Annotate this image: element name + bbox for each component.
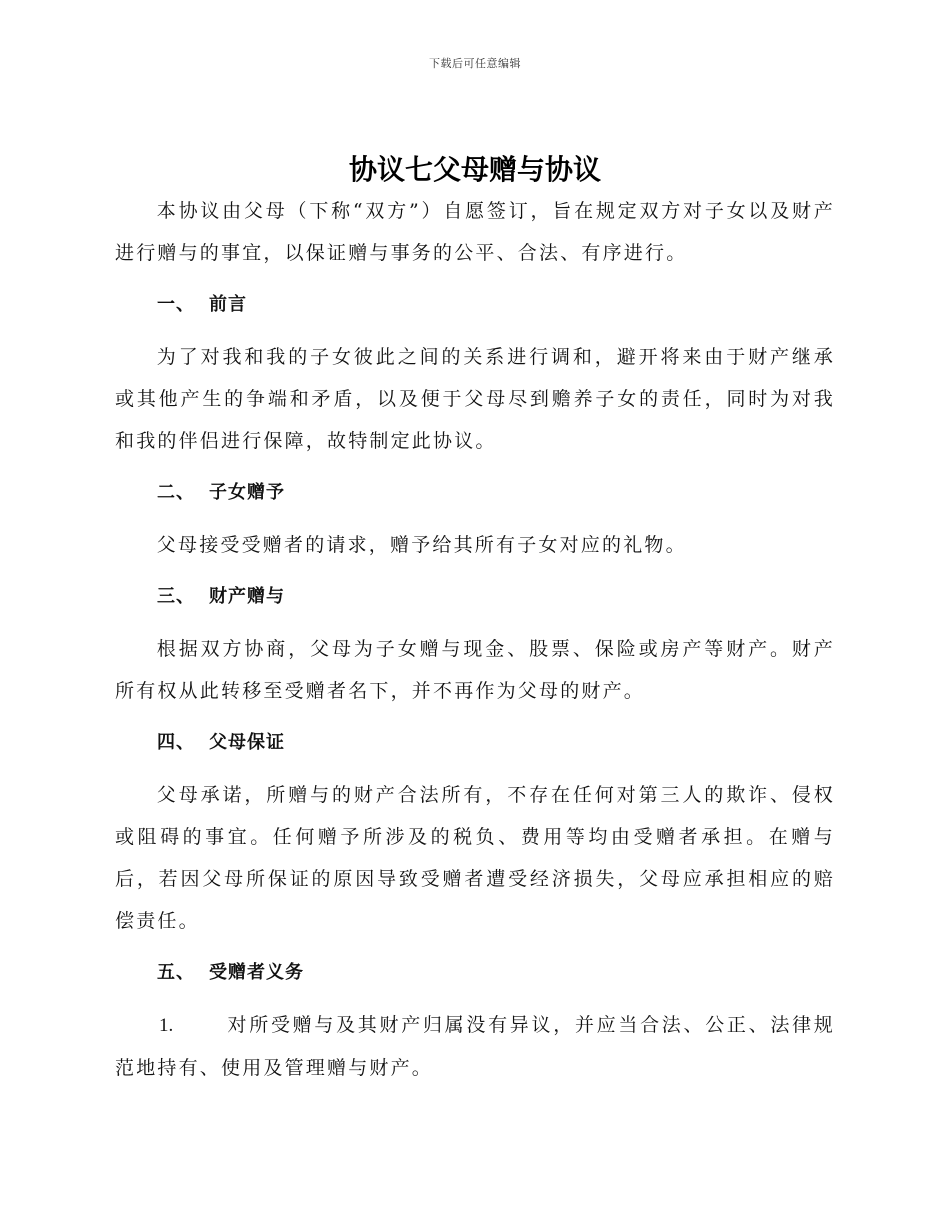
section-heading-3 — [115, 576, 835, 618]
section-heading-4 — [115, 722, 835, 764]
section-heading-1 — [115, 284, 835, 326]
section-number: 三、 — [157, 586, 195, 607]
section-3-paragraph: 根据双方协商，父母为子女赠与现金、股票、保险或房产等财产。财产所有权从此转移至受赠者名下，并不再作为父母的财产。 — [115, 638, 835, 702]
intro-paragraph: 本协议由父母（下称“双方”）自愿签订，旨在规定双方对子女以及财产进行赠与的事宜，以保证赠与事务的公平、合法、有序进行。 — [115, 200, 835, 264]
section-2-paragraph: 父母接受受赠者的请求，赠予给其所有子女对应的礼物。 — [156, 534, 687, 556]
section-1-paragraph: 为了对我和我的子女彼此之间的关系进行调和，避开将来由于财产继承或其他产生的争端和矛盾，以及便于父母尽到赡养子女的责任，同时为对我和我的伴侣进行保障，故特制定此协议。 — [115, 346, 835, 452]
list-item-number: 1. — [159, 1015, 174, 1036]
section-heading-2 — [115, 472, 835, 514]
section-title: 前言 — [209, 294, 247, 315]
section-number: 一、 — [157, 294, 195, 315]
section-title: 受赠者义务 — [209, 962, 304, 983]
section-number: 二、 — [157, 482, 195, 503]
section-title: 父母保证 — [209, 732, 285, 753]
section-number: 五、 — [157, 962, 195, 983]
document-title: 协议七父母赠与协议 — [348, 153, 601, 186]
section-title: 子女赠予 — [209, 482, 285, 503]
list-item — [115, 1004, 835, 1089]
section-4-paragraph: 父母承诺，所赠与的财产合法所有，不存在任何对第三人的欺诈、侵权或阻碍的事宜。任何赠予所涉及的税负、费用等均由受赠者承担。在赠与后，若因父母所保证的原因导致受赠者遭受经济损失，父母应承担相应的赔偿责任。 — [115, 784, 835, 932]
document-body — [115, 190, 835, 1089]
list-item-text: 对所受赠与及其财产归属没有异议，并应当合法、公正、法律规范地持有、使用及管理赠与财产。 — [115, 1014, 835, 1079]
section-heading-5 — [115, 952, 835, 994]
header-note: 下载后可任意编辑 — [429, 57, 521, 70]
section-number: 四、 — [157, 732, 195, 753]
section-title: 财产赠与 — [209, 586, 285, 607]
